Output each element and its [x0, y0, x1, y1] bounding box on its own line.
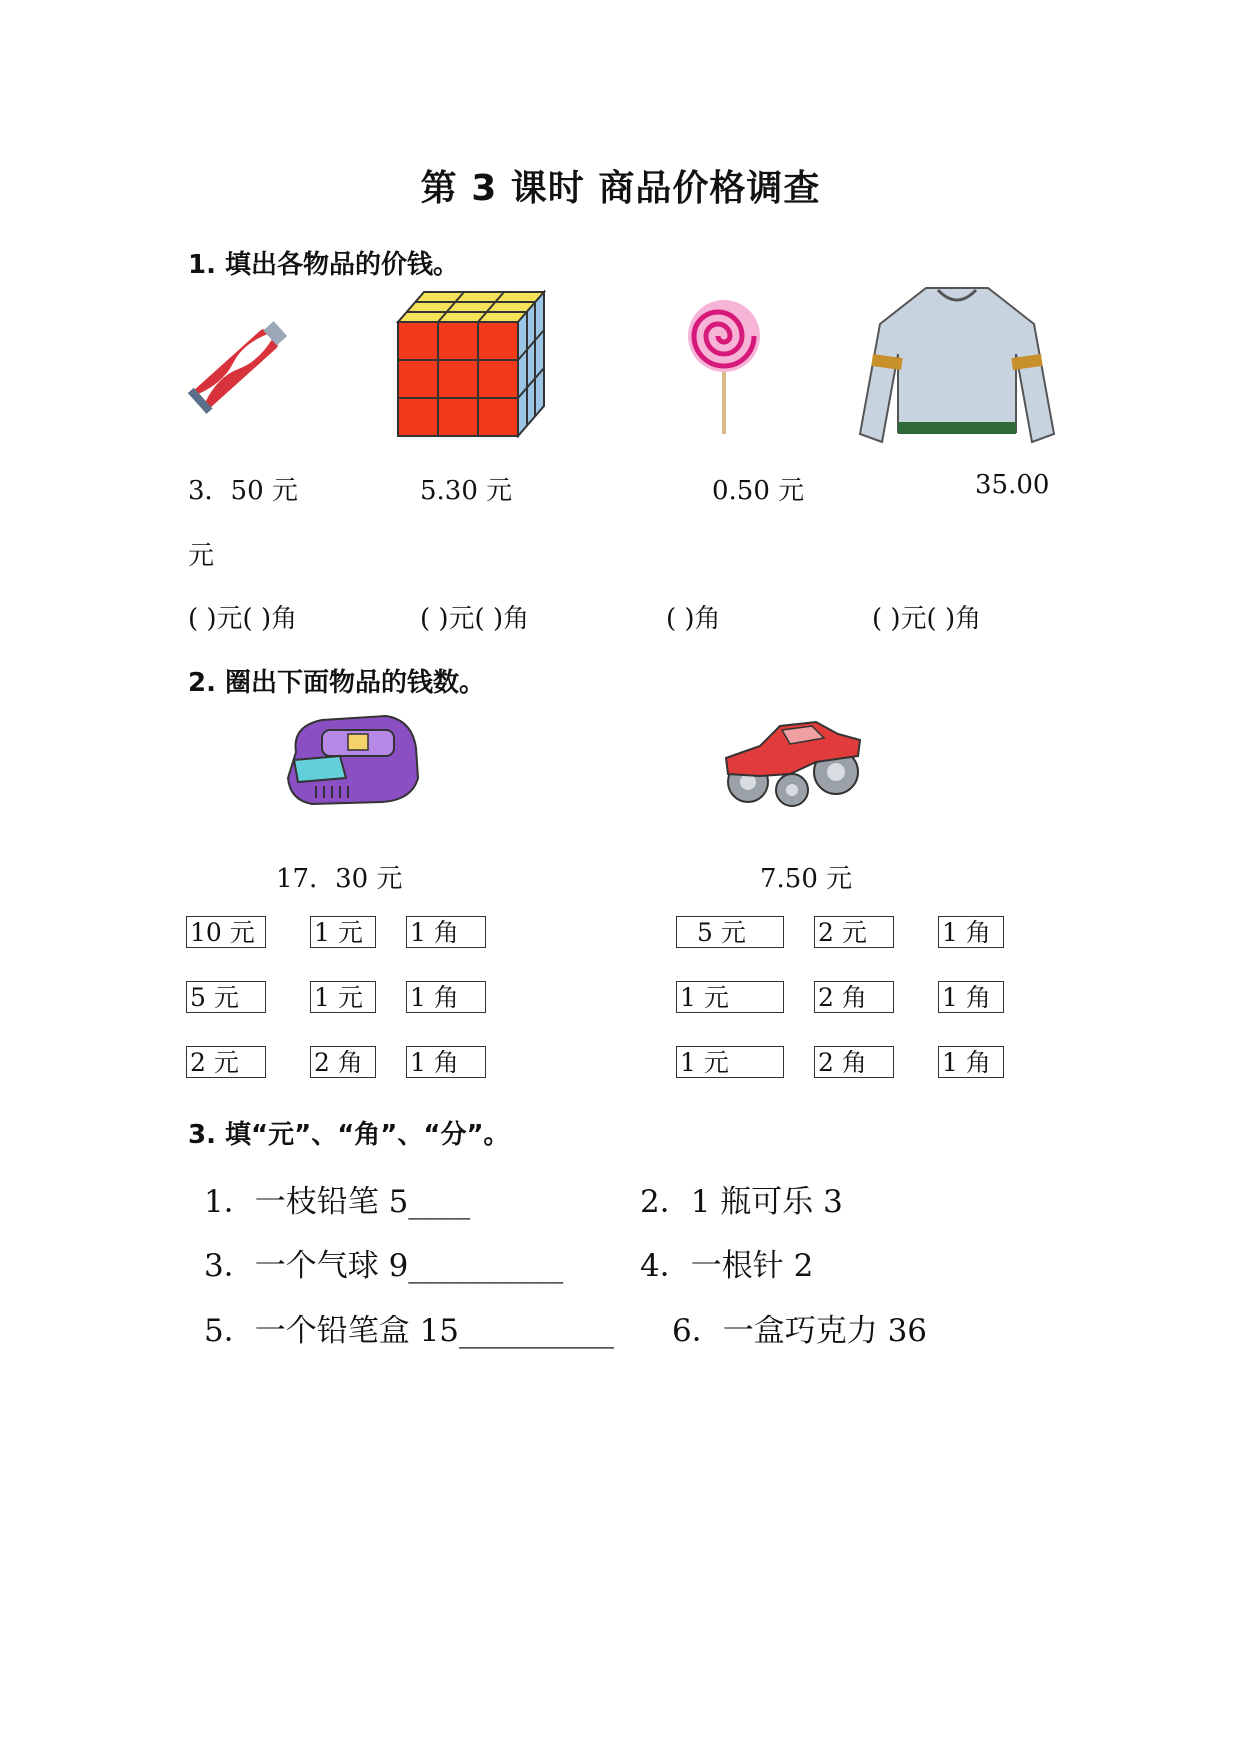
money-box[interactable]: 1 角 [406, 916, 486, 948]
money-box[interactable]: 1 角 [406, 981, 486, 1013]
money-box[interactable]: 1 角 [406, 1046, 486, 1078]
money-box[interactable]: 5 元 [676, 916, 784, 948]
q3-item-pencil: 1．一枝铅笔 5____ [204, 1184, 471, 1220]
q1-heading: 1. 填出各物品的价钱。 [188, 250, 460, 280]
money-box[interactable]: 1 角 [938, 981, 1004, 1013]
toy-bag-price: 17．30 元 [276, 864, 403, 894]
rubik-cube-answer: ( )元( )角 [420, 604, 530, 634]
money-box[interactable]: 1 元 [310, 981, 376, 1013]
q3-heading: 3. 填“元”、“角”、“分”。 [188, 1120, 510, 1150]
money-box[interactable]: 2 元 [186, 1046, 266, 1078]
sweater-price-unit: 元 [188, 541, 215, 571]
money-box[interactable]: 1 元 [676, 1046, 784, 1078]
money-box[interactable]: 1 元 [310, 916, 376, 948]
q2-heading: 2. 圈出下面物品的钱数。 [188, 668, 486, 698]
rubik-cube-price: 5.30 元 [420, 476, 513, 506]
page-title: 第 3 课时 商品价格调查 [420, 168, 821, 209]
sweater-price: 35.00 [975, 470, 1050, 500]
money-box[interactable]: 1 角 [938, 1046, 1004, 1078]
money-box[interactable]: 2 角 [814, 1046, 894, 1078]
q3-item-needle: 4．一根针 2 [640, 1248, 814, 1284]
lollipop-answer: ( )角 [666, 604, 721, 634]
q3-item-chocolate: 6．一盒巧克力 36 [672, 1313, 928, 1349]
rubik-cube-image [394, 288, 548, 438]
lollipop-price: 0.50 元 [712, 476, 805, 506]
money-box[interactable]: 1 角 [938, 916, 1004, 948]
sweater-answer: ( )元( )角 [872, 604, 982, 634]
toy-car-price: 7.50 元 [760, 864, 853, 894]
sweater-image [856, 284, 1058, 444]
toy-car-image [720, 716, 866, 810]
money-box[interactable]: 2 元 [814, 916, 894, 948]
toothpaste-answer: ( )元( )角 [188, 604, 298, 634]
toy-bag-image [282, 712, 422, 808]
q3-item-pencil-box: 5．一个铅笔盒 15__________ [204, 1313, 615, 1349]
money-box[interactable]: 2 角 [310, 1046, 376, 1078]
money-box[interactable]: 2 角 [814, 981, 894, 1013]
money-box[interactable]: 1 元 [676, 981, 784, 1013]
q3-item-cola: 2．1 瓶可乐 3 [640, 1184, 843, 1220]
toothpaste-image [186, 308, 296, 420]
money-box[interactable]: 10 元 [186, 916, 266, 948]
lollipop-image [682, 298, 766, 436]
toothpaste-price: 3．50 元 [188, 476, 298, 506]
q3-item-balloon: 3．一个气球 9__________ [204, 1248, 564, 1284]
money-box[interactable]: 5 元 [186, 981, 266, 1013]
